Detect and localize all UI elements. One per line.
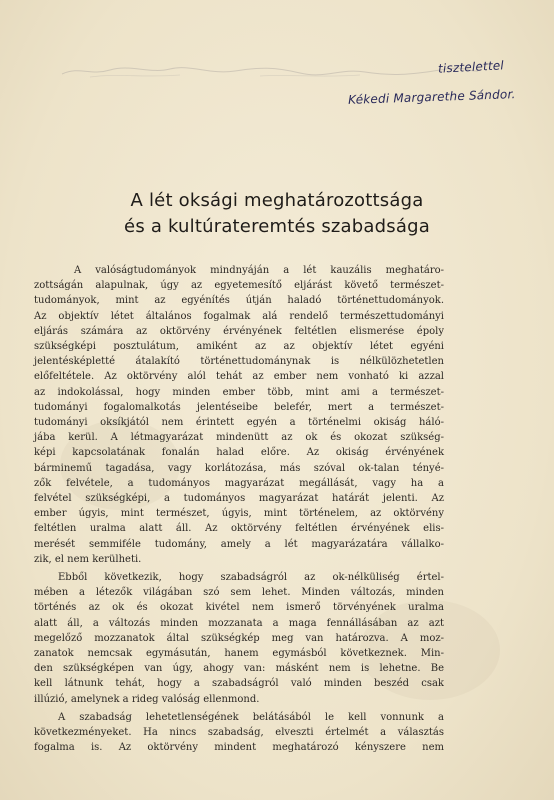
article-body bbox=[34, 263, 444, 756]
text-line: kell látnunk tehát, hogy a szabadságról való minden beszéd csak bbox=[34, 678, 444, 690]
text-line: merését semmiféle tudomány, amely a lét magyarázatára vállalko- bbox=[34, 538, 444, 550]
text-line: den szükségképen van úgy, ahogy van: másként nem is lehetne. Be bbox=[34, 663, 444, 675]
text-line: zanatok nemcsak egymásután, hanem egymásból következnek. Min- bbox=[34, 648, 444, 660]
paragraph bbox=[34, 710, 444, 756]
text-line: A szabadság lehetetlenségének belátásából le kell vonnunk a bbox=[58, 711, 444, 723]
handwritten-dedication bbox=[40, 52, 534, 122]
text-line: eljárás számára az oktörvény érvényének feltétlen elismerése époly bbox=[34, 325, 444, 337]
title-line-1: A lét oksági meghatározottsága bbox=[130, 190, 424, 211]
dedication-signature: Kékedi Margarethe Sándor. bbox=[348, 87, 517, 107]
text-line: tudományok, mint az egyénítés útján haladó történettudományok. bbox=[34, 295, 444, 307]
paragraph bbox=[34, 570, 444, 707]
text-line: felvétel szükségképi, a tudományos magyarázat határát jelenti. Az bbox=[34, 493, 444, 505]
text-line: feltétlen uralma alatt áll. Az oktörvény feltétlen érvényének elis- bbox=[34, 523, 444, 535]
article-title bbox=[0, 188, 554, 240]
text-line: tudományi fogalomalkotás jelentéseibe belefér, mert a természet- bbox=[34, 401, 444, 413]
text-line: tudományi oksíkjától nem érintett egyén a történelmi okiság háló- bbox=[34, 417, 444, 429]
text-line: megelőző mozzanatok által szükségkép meg van határozva. A moz- bbox=[34, 632, 444, 644]
text-line: alatt áll, a változás minden mozzanata a maga fennállásában az azt bbox=[34, 617, 444, 629]
paragraph bbox=[34, 263, 444, 567]
dedication-line-1: tisztelettel bbox=[437, 58, 505, 76]
text-line: fogalma is. Az oktörvény mindent meghatározó kényszere nem bbox=[34, 742, 444, 754]
text-line: szükségképi posztulátum, amiként az az objektív létet egyéni bbox=[34, 341, 444, 353]
text-line: ember úgyis, mint természet, úgyis, mint történelem, az oktörvény bbox=[34, 508, 444, 520]
text-line: következményeket. Ha nincs szabadság, elveszti értelmét a választás bbox=[34, 727, 444, 739]
text-line: zottságán alapulnak, úgy az egyetemesítő eljárást követő természet- bbox=[34, 280, 444, 292]
text-line: előfeltétele. Az oktörvény alól tehát az ember nem vonható ki azzal bbox=[34, 371, 444, 383]
text-line: zik, el nem kerülheti. bbox=[34, 553, 142, 565]
text-line: mében a létezők világában szó sem lehet. Minden változás, minden bbox=[34, 587, 444, 599]
faded-handwriting-icon bbox=[60, 62, 480, 80]
text-line: jába kerül. A létmagyarázat mindenütt az ok és okozat szükség- bbox=[34, 432, 444, 444]
text-line: Az objektív létet általános fogalmak alá rendelő természettudományi bbox=[34, 310, 444, 322]
text-line: jelentésképletté átalakító történettudománynak is nélkülözhetetlen bbox=[34, 356, 444, 368]
text-line: illúzió, amelynek a rideg valóság ellenmond. bbox=[34, 693, 260, 705]
title-line-2: és a kultúrateremtés szabadsága bbox=[124, 216, 430, 237]
text-line: történés az ok és okozat kivétel nem ismerő törvényének uralma bbox=[34, 602, 444, 614]
text-line: zők felvétele, a tudományos magyarázat megállását, vagy ha a bbox=[34, 477, 444, 489]
text-line: bárminemű tagadása, vagy korlátozása, más szóval ok-talan tényé- bbox=[34, 462, 444, 474]
text-line: az indokolással, hogy minden ember több, mint ami a természet- bbox=[34, 386, 444, 398]
text-line: képi kapcsolatának fonalán halad előre. Az okiság érvényének bbox=[34, 447, 444, 459]
text-line: Ebből következik, hogy szabadságról az ok-nélküliség értel- bbox=[58, 572, 444, 584]
text-line: A valóságtudományok mindnyáján a lét kauzális meghatáro- bbox=[74, 265, 444, 276]
